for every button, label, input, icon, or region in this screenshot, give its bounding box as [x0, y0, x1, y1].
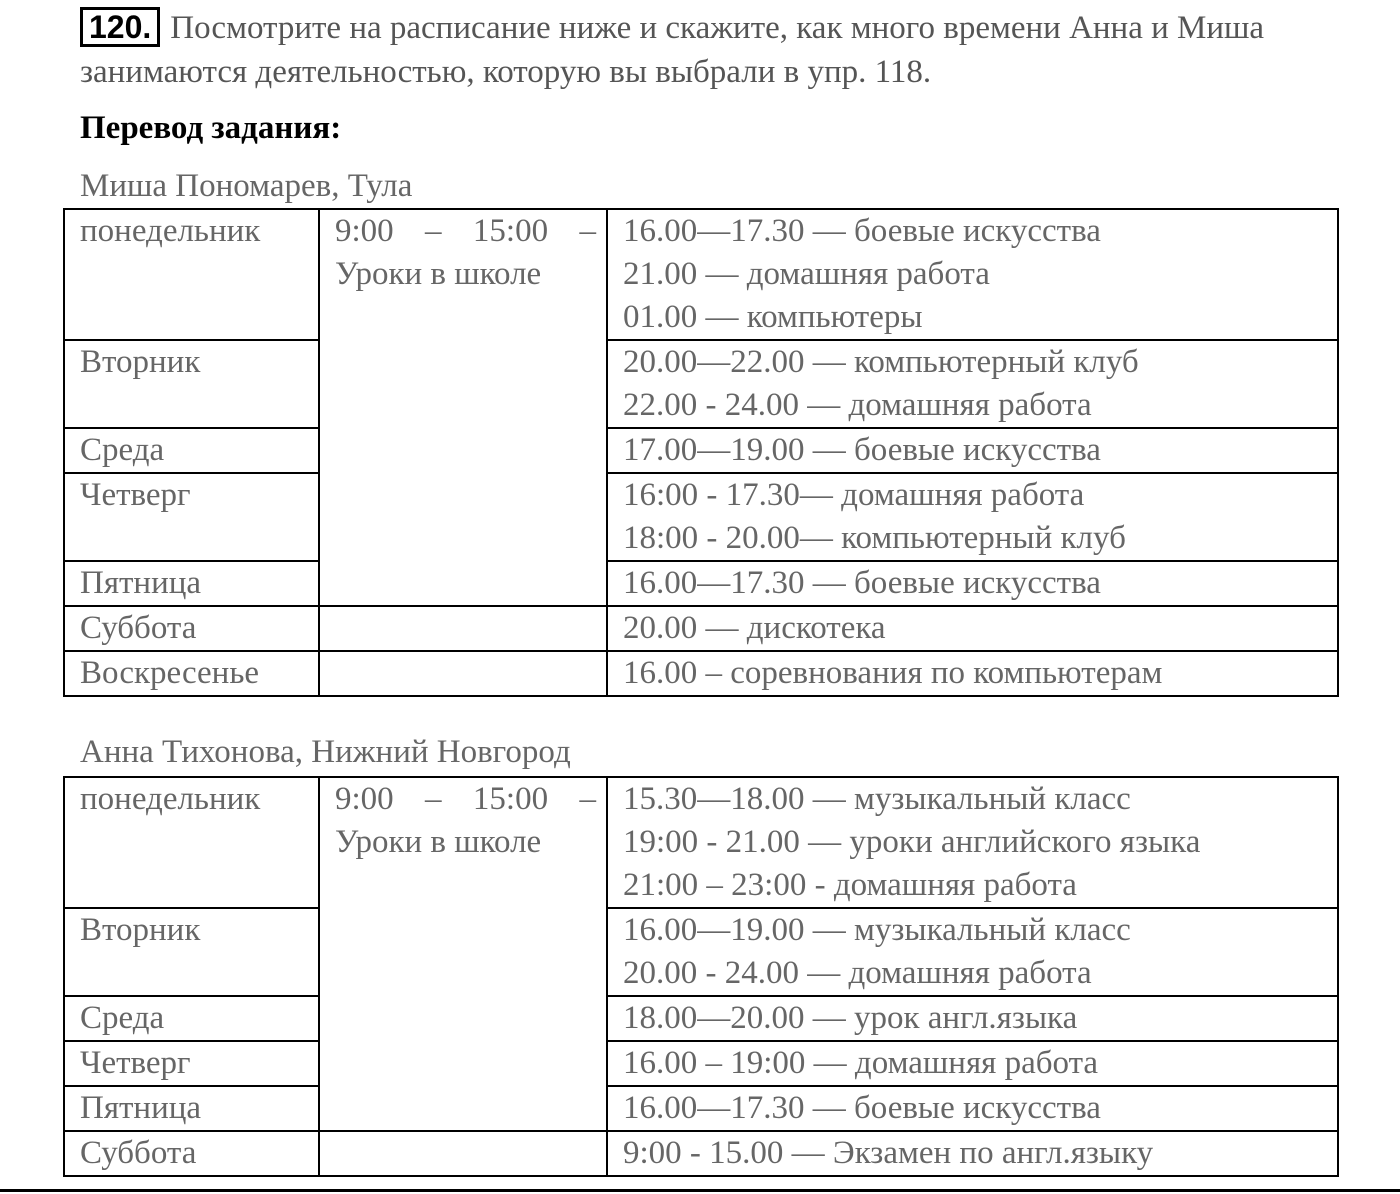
table-row: [64, 1131, 1338, 1176]
day-cell: Среда: [64, 428, 319, 473]
day-cell: Пятница: [64, 1086, 319, 1131]
table-row: [64, 996, 1338, 1041]
activity-cell: 16.00—17.30 — боевые искусства: [607, 561, 1338, 606]
activity-cell: 9:00 - 15.00 — Экзамен по англ.языку: [607, 1131, 1338, 1176]
day-cell: Вторник: [64, 340, 319, 428]
day-cell: Среда: [64, 996, 319, 1041]
bottom-divider: [0, 1189, 1400, 1192]
day-cell: Суббота: [64, 606, 319, 651]
day-cell: Воскресенье: [64, 651, 319, 696]
misha-schedule-table: [63, 208, 1339, 697]
activity-cell: 16.00 – 19:00 — домашняя работа: [607, 1041, 1338, 1086]
table-row: [64, 561, 1338, 606]
activity-cell: 20.00 — дискотека: [607, 606, 1338, 651]
day-cell: Вторник: [64, 908, 319, 996]
day-cell: Суббота: [64, 1131, 319, 1176]
empty-cell: [319, 1131, 607, 1176]
anna-caption: Анна Тихонова, Нижний Новгород: [80, 734, 571, 770]
empty-cell: [319, 606, 607, 651]
activity-cell: 16:00 - 17.30— домашняя работа 18:00 - 20.00— компьютерный клуб: [607, 473, 1338, 561]
table-row: [64, 1086, 1338, 1131]
activity-cell: 16.00—17.30 — боевые искусства 21.00 — домашняя работа 01.00 — компьютеры: [607, 209, 1338, 340]
table-row: [64, 1041, 1338, 1086]
exercise-text-block: [80, 6, 1380, 94]
table-row: [64, 777, 1338, 908]
day-cell: Четверг: [64, 473, 319, 561]
table-row: [64, 340, 1338, 428]
activity-cell: 15.30—18.00 — музыкальный класс 19:00 - 21.00 — уроки английского языка 21:00 – 23:00 - домашняя работа: [607, 777, 1338, 908]
day-cell: Четверг: [64, 1041, 319, 1086]
exercise-text: Посмотрите на расписание ниже и скажите, как много времени Анна и Миша занимаются деятельностью, которую вы выбрали в упр. 118.: [80, 10, 1265, 90]
table-row: [64, 428, 1338, 473]
activity-cell: 18.00—20.00 — урок англ.языка: [607, 996, 1338, 1041]
day-cell: Пятница: [64, 561, 319, 606]
school-cell: 9:00 – 15:00 – Уроки в школе: [319, 209, 607, 606]
day-cell: понедельник: [64, 777, 319, 908]
table-row: [64, 209, 1338, 340]
empty-cell: [319, 651, 607, 696]
table-row: [64, 473, 1338, 561]
misha-caption: Миша Пономарев, Тула: [80, 168, 413, 204]
translation-heading: Перевод задания:: [80, 110, 342, 146]
activity-cell: 20.00—22.00 — компьютерный клуб 22.00 - 24.00 — домашняя работа: [607, 340, 1338, 428]
table-row: [64, 908, 1338, 996]
table-row: [64, 606, 1338, 651]
activity-cell: 16.00—19.00 — музыкальный класс 20.00 - 24.00 — домашняя работа: [607, 908, 1338, 996]
activity-cell: 16.00—17.30 — боевые искусства: [607, 1086, 1338, 1131]
day-cell: понедельник: [64, 209, 319, 340]
exercise-number: 120.: [80, 7, 160, 47]
table-row: [64, 651, 1338, 696]
activity-cell: 16.00 – соревнования по компьютерам: [607, 651, 1338, 696]
activity-cell: 17.00—19.00 — боевые искусства: [607, 428, 1338, 473]
anna-schedule-table: [63, 776, 1339, 1177]
school-cell: 9:00 – 15:00 – Уроки в школе: [319, 777, 607, 1131]
